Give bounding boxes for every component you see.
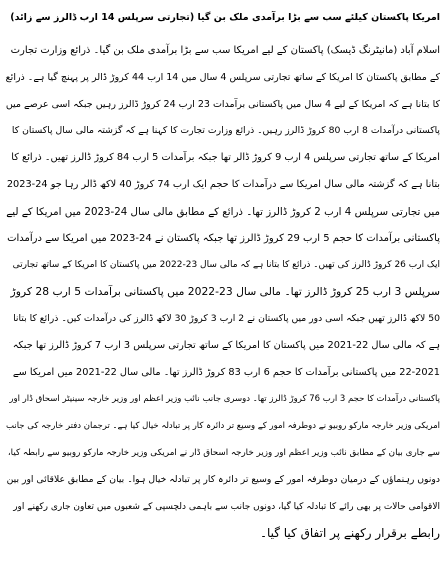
body-line-17: دونوں رہنماؤں کے درمیان دوطرفہ امور کے وسیع تر دائرہ کار پر تبادلہ خیال ہوا۔ بیان کے مطابق علاقائی اور بین [6, 473, 440, 485]
body-line-2: کے مطابق پاکستان کا امریکا کے ساتھ تجارتی سرپلس 4 سال میں 14 ارب 44 کروڑ ڈالر پر پہنچ گیا ہے۔ ذرائع [6, 71, 440, 83]
body-line-8: پاکستانی برآمدات کا حجم 5 ارب 29 کروڑ ڈالرز تھا جبکہ پاکستان نے 24-2023 میں امریکا سے درآمدات [7, 232, 440, 244]
body-line-10: سرپلس 3 ارب 25 کروڑ ڈالرز تھا۔ مالی سال 23-2022 میں پاکستانی برآمدات 5 ارب 28 کروڑ [10, 285, 440, 299]
body-line-1: اسلام آباد (مانیٹرنگ ڈیسک) پاکستان کے لیے امریکا سب سے بڑا برآمدی ملک بن گیا۔ ذرائع وزارت تجارت [10, 45, 440, 56]
body-line-15: امریکی وزیر خارجہ مارکو روبیو نے دوطرفہ امور کے وسیع تر دائرہ کار پر تبادلہ خیال کیا ہے۔ ترجمان دفتر خارجہ کی جانب [6, 421, 440, 432]
article-body [6, 38, 440, 547]
body-line-19: رابطے برقرار رکھنے پر اتفاق کیا گیا۔ [259, 526, 440, 541]
body-line-3: کا بتانا ہے کہ امریکا کے لیے 4 سال میں پاکستانی برآمدات 23 ارب 24 کروڑ ڈالرز رہیں جبکہ اسی عرصے میں [6, 98, 440, 110]
body-line-14: پاکستانی درآمدات کا حجم 3 ارب 76 کروڑ ڈالرز تھا۔ دوسری جانب نائب وزیر اعظم اور وزیر خارجہ سینیٹر اسحاق ڈار اور [9, 394, 440, 405]
body-line-7: میں تجارتی سرپلس 4 ارب 2 کروڑ ڈالرز تھا۔ ذرائع کے مطابق مالی سال 24-2023 میں امریکا کے لیے [6, 205, 440, 218]
body-line-16: سے جاری بیان کے مطابق نائب وزیر اعظم اور وزیر خارجہ اسحاق ڈار نے امریکی وزیر خارجہ مارکو روبیو سے رابطہ کیا، [7, 447, 440, 458]
body-line-6: بتانا ہے کہ گزشتہ مالی سال امریکا سے درآمدات کا حجم ایک ارب 74 کروڑ 40 لاکھ ڈالر رہا جو 24-2023 [6, 178, 440, 190]
body-line-9: ایک ارب 26 کروڑ ڈالرز کی تھیں۔ ذرائع کا بتانا ہے کہ مالی سال 23-2022 میں پاکستان کا امریکا کے ساتھ تجارتی [12, 260, 440, 271]
article-headline: امریکا پاکستان کیلئے سب سے بڑا برآمدی ملک بن گیا (تجارتی سرپلس 14 ارب ڈالرز سے زائد) [10, 12, 440, 23]
body-line-11: 50 لاکھ ڈالرز تھیں جبکہ اسی دور میں پاکستان نے 2 ارب 3 کروڑ 30 لاکھ ڈالرز کی درآمدات کیں۔ ذرائع کا بتانا [13, 312, 440, 324]
body-line-18: الاقوامی حالات پر بھی رائے کا تبادلہ کیا گیا، دونوں جانب سے باہمی دلچسپی کے شعبوں میں تعاون جاری رکھنے اور [13, 501, 440, 512]
body-line-13: 22-2021 میں پاکستانی برآمدات کا حجم 6 ارب 83 کروڑ ڈالرز تھا۔ مالی سال 22-2021 میں امریکا سے [12, 366, 440, 378]
body-line-4: پاکستانی درآمدات 8 ارب 80 کروڑ ڈالرز رہیں۔ ذرائع وزارت تجارت کا کہنا ہے کہ گزشتہ مالی سال پاکستان کا [11, 125, 440, 137]
body-line-5: امریکا کے ساتھ تجارتی سرپلس 4 ارب 9 کروڑ ڈالر تھا جبکہ برآمدات 5 ارب 84 کروڑ ڈالرز تھیں۔ ذرائع کا [11, 152, 440, 164]
body-line-12: ہے کہ مالی سال 22-2021 میں پاکستان کا امریکا کے ساتھ تجارتی سرپلس 3 ارب 7 کروڑ ڈالرز تھا جبکہ [12, 339, 440, 351]
